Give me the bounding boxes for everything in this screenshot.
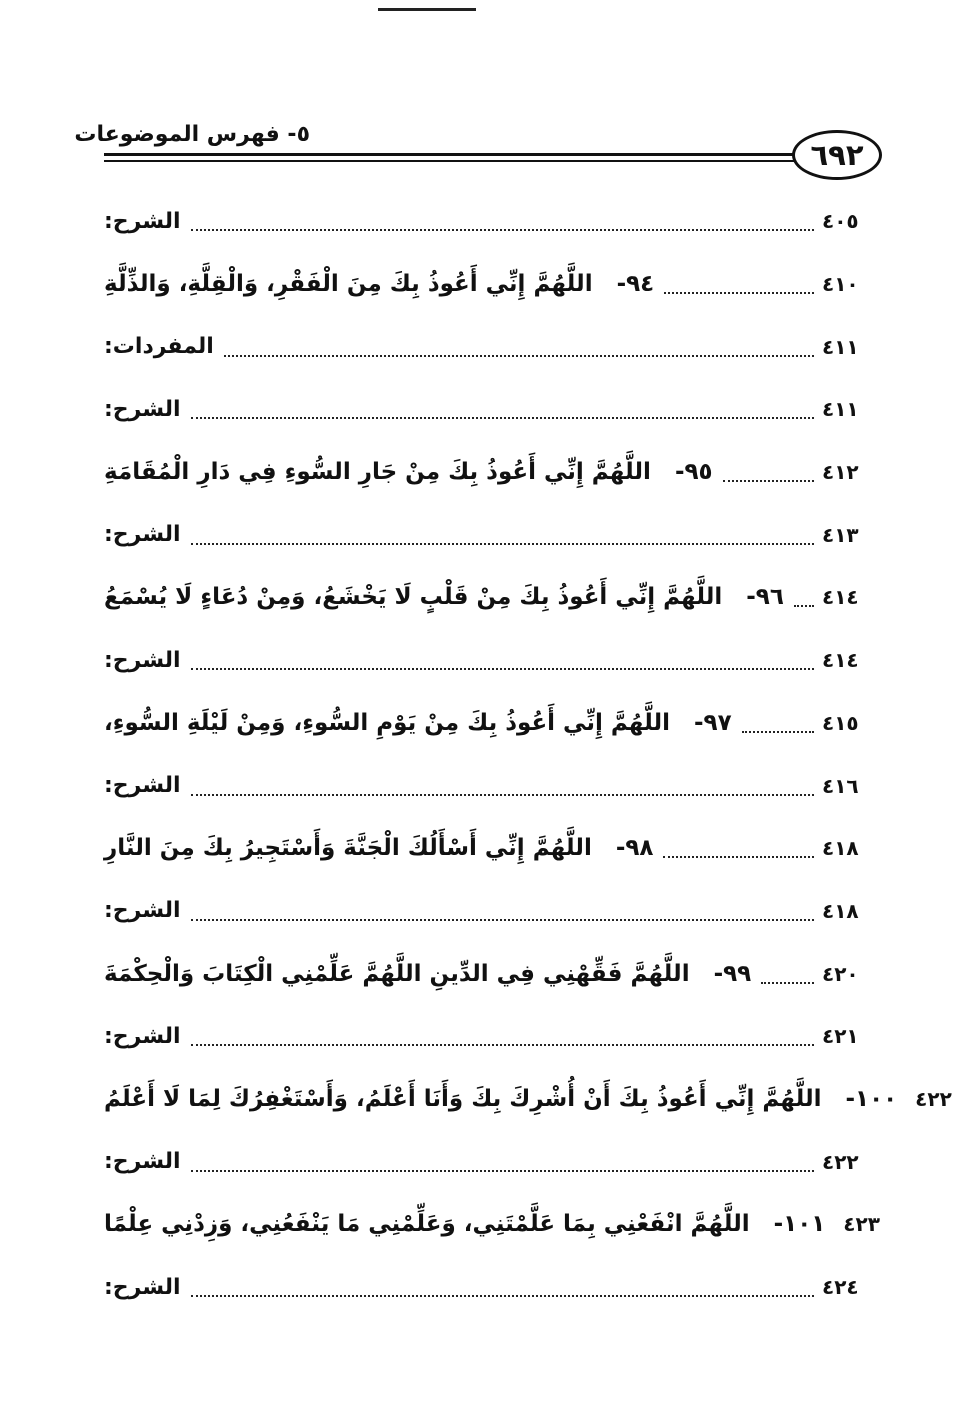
toc-entry-text: الشرح: [104, 1274, 181, 1300]
toc-entry [104, 253, 882, 316]
toc-entry-title [104, 209, 181, 234]
toc-entry [104, 503, 882, 566]
toc-entry [104, 315, 882, 378]
toc-entry-page: ٤٢٢ [822, 1149, 859, 1174]
toc-entry [104, 817, 882, 880]
table-of-contents [104, 190, 952, 1318]
toc-entry-title [104, 1024, 181, 1049]
toc-entry-text: اللَّهُمَّ فَقِّهْنِي فِي الدِّينِ اللَّهُمَّ عَلِّمْنِي الْكِتَابَ وَالْحِكْمَةَ [104, 960, 690, 987]
toc-entry-page: ٤١١ [822, 397, 859, 422]
toc-entry-title [104, 397, 181, 422]
toc-entry [104, 754, 882, 817]
toc-entry-page: ٤٢٢ [915, 1086, 952, 1111]
toc-entry-page: ٤١٥ [822, 710, 859, 735]
dot-leader [191, 1044, 814, 1046]
toc-entry-page: ٤١٨ [822, 836, 859, 861]
toc-entry-page: ٤١٦ [822, 773, 859, 798]
toc-entry-number: ٩٨- [615, 835, 654, 862]
header-divider-secondary [104, 160, 799, 162]
toc-entry-page: ٤١٤ [822, 648, 859, 673]
toc-entry-page: ٤١٢ [822, 460, 859, 485]
toc-entry-title [104, 1211, 825, 1237]
toc-entry-title [104, 710, 732, 736]
toc-entry-text: اللَّهُمَّ إِنِّي أَعُوذُ بِكَ أَنْ أُشْرِكَ بِكَ وَأَنَا أَعْلَمُ، وَأَسْتَغْفِرُكَ لِمَا لَا أَعْلَمُ [104, 1085, 822, 1112]
toc-entry [104, 1256, 882, 1319]
dot-leader [794, 605, 814, 607]
dot-leader [723, 480, 814, 482]
toc-entry-title [104, 835, 653, 861]
toc-entry-page: ٤٠٥ [822, 209, 859, 234]
dot-leader [191, 417, 814, 419]
toc-entry-text: اللَّهُمَّ إِنِّي أَعُوذُ بِكَ مِنْ يَوْمِ السُّوءِ، وَمِنْ لَيْلَةِ السُّوءِ، [104, 709, 670, 736]
toc-entry-title [104, 961, 751, 987]
toc-entry-text: الشرح: [104, 208, 181, 234]
toc-entry [104, 190, 882, 253]
toc-entry [104, 378, 882, 441]
toc-entry-page: ٤١٨ [822, 898, 859, 923]
dot-leader [663, 856, 814, 858]
toc-entry-text: الشرح: [104, 898, 181, 924]
toc-entry-page: ٤١٤ [822, 585, 859, 610]
toc-entry-text: اللَّهُمَّ إِنِّي أَعُوذُ بِكَ مِنْ جَارِ السُّوءِ فِي دَارِ الْمُقَامَةِ [104, 459, 651, 486]
toc-entry-title [104, 1275, 181, 1300]
toc-entry-title [104, 459, 713, 485]
toc-entry-title [104, 1149, 181, 1174]
toc-entry [104, 1130, 882, 1193]
dot-leader [191, 668, 814, 670]
toc-entry [104, 1068, 952, 1131]
toc-entry-text: الشرح: [104, 522, 181, 548]
header-divider [104, 153, 799, 156]
toc-entry-page: ٤٢٠ [822, 961, 859, 986]
toc-entry-page: ٤١٠ [822, 272, 859, 297]
toc-entry [104, 441, 882, 504]
toc-entry-page: ٤١٣ [822, 522, 859, 547]
toc-entry [104, 942, 882, 1005]
toc-entry-text: اللَّهُمَّ إِنِّي أَعُوذُ بِكَ مِنَ الْفَقْرِ، وَالْقِلَّةِ، وَالذِّلَّةِ [104, 271, 593, 298]
toc-entry-title [104, 522, 181, 547]
toc-entry-number: ١٠٠- [845, 1085, 898, 1112]
toc-entry-title [104, 898, 181, 923]
toc-entry [104, 1193, 882, 1256]
toc-entry-number: ٩٧- [693, 709, 732, 736]
toc-entry-page: ٤٢٤ [822, 1275, 859, 1300]
toc-entry-title [104, 648, 181, 673]
toc-entry-title [104, 1086, 897, 1112]
toc-entry-page: ٤٢٣ [843, 1212, 880, 1237]
toc-entry-number: ٩٤- [616, 271, 655, 298]
toc-entry-text: المفردات: [104, 334, 214, 360]
dot-leader [742, 731, 814, 733]
toc-entry-number: ٩٦- [746, 584, 784, 611]
dot-leader [191, 794, 814, 796]
top-rule [378, 8, 476, 11]
dot-leader [191, 1295, 814, 1297]
toc-entry [104, 566, 882, 629]
toc-entry [104, 629, 882, 692]
page-number [792, 130, 882, 180]
toc-entry-page: ٤١١ [822, 334, 859, 359]
toc-entry-text: اللَّهُمَّ إِنِّي أَعُوذُ بِكَ مِنْ قَلْبٍ لَا يَخْشَعُ، وَمِنْ دُعَاءٍ لَا يُسْمَعُ [104, 584, 723, 611]
toc-entry [104, 692, 882, 755]
toc-entry-text: الشرح: [104, 396, 181, 422]
dot-leader [191, 1170, 814, 1172]
toc-entry-text: الشرح: [104, 773, 181, 799]
dot-leader [664, 292, 814, 294]
toc-entry-title [104, 271, 654, 297]
toc-entry-title [104, 773, 181, 798]
toc-entry [104, 880, 882, 943]
dot-leader [191, 229, 814, 231]
page-number-text: ٦٩٢ [810, 138, 864, 172]
dot-leader [191, 919, 814, 921]
toc-entry-text: اللَّهُمَّ إِنِّي أَسْأَلُكَ الْجَنَّةَ وَأَسْتَجِيرُ بِكَ مِنَ النَّارِ [104, 835, 592, 862]
section-title: ٥- فهرس الموضوعات [74, 122, 310, 147]
dot-leader [191, 543, 814, 545]
toc-entry-text: الشرح: [104, 1023, 181, 1049]
toc-entry-title [104, 584, 784, 610]
toc-entry-page: ٤٢١ [822, 1024, 859, 1049]
toc-entry [104, 1005, 882, 1068]
toc-entry-number: ٩٩- [713, 960, 752, 987]
toc-entry-text: اللَّهُمَّ انْفَعْنِي بِمَا عَلَّمْتَنِي، وَعَلِّمْنِي مَا يَنْفَعُنِي، وَزِدْنِي عِلْمًا [104, 1211, 750, 1238]
toc-entry-text: الشرح: [104, 647, 181, 673]
toc-entry-number: ١٠١- [773, 1211, 826, 1238]
toc-entry-text: الشرح: [104, 1149, 181, 1175]
dot-leader [224, 355, 814, 357]
toc-entry-title [104, 334, 214, 359]
toc-entry-number: ٩٥- [674, 459, 713, 486]
dot-leader [761, 982, 814, 984]
